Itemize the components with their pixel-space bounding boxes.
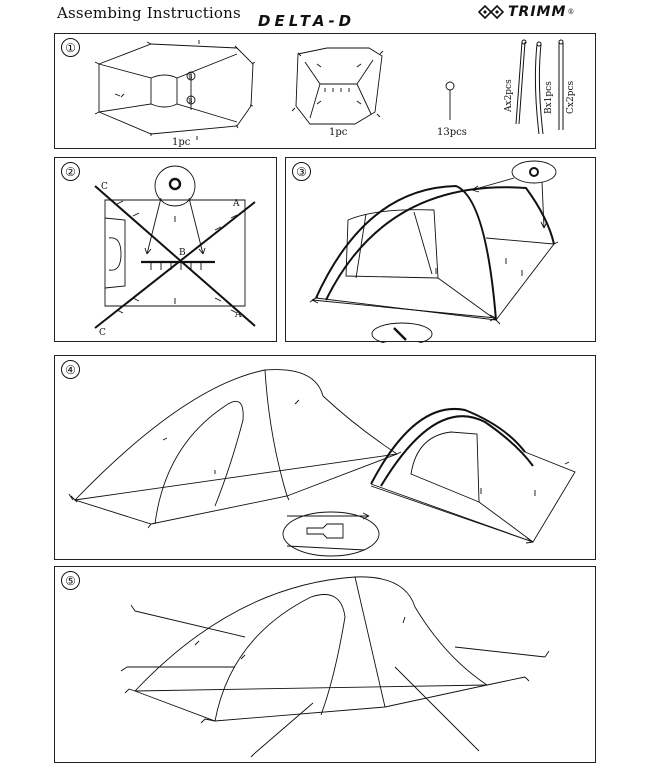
parts-illustration: [55, 34, 597, 150]
flysheet-attach-illustration: [55, 356, 597, 561]
pole-label-c-bottom: C: [99, 328, 106, 338]
flysheet-drawing: [292, 48, 383, 124]
pole-layout-illustration: [55, 158, 278, 343]
page-title: Assembing Instructions: [57, 4, 241, 22]
pole-a-label: Ax2pcs: [504, 79, 514, 112]
inner-tent-qty: 1pc: [172, 137, 191, 148]
poles-drawing: [516, 40, 563, 134]
pegs-qty: 13pcs: [437, 127, 467, 138]
step-number: ④: [61, 360, 80, 379]
step-1-panel: [54, 33, 596, 149]
inner-tent-raising-illustration: [286, 158, 597, 343]
step-number: ②: [61, 162, 80, 181]
brand-name: TRIMM: [508, 4, 567, 20]
svg-text:B: B: [188, 74, 193, 81]
step-number: ①: [61, 38, 80, 57]
pole-c-label: Cx2pcs: [566, 80, 576, 114]
trimm-logo-icon: [478, 4, 504, 20]
registered-mark: ®: [567, 8, 575, 16]
peg-drawing: [446, 82, 454, 120]
pole-label-a-bottom: A: [235, 310, 242, 320]
pole-label-a-top: A: [233, 199, 240, 209]
step-5-panel: [54, 566, 596, 763]
brand-logo: [478, 4, 574, 20]
pole-label-c-top: C: [101, 182, 108, 192]
step-3-panel: [285, 157, 596, 342]
pole-b-label: Bx1pcs: [544, 81, 554, 114]
model-name: DELTA-D: [258, 12, 356, 30]
pole-label-b: B: [179, 248, 186, 258]
staking-out-illustration: [55, 567, 597, 764]
svg-text:B: B: [188, 98, 193, 105]
flysheet-qty: 1pc: [329, 127, 348, 138]
step-2-panel: [54, 157, 277, 342]
step-number: ⑤: [61, 571, 80, 590]
inner-tent-drawing: [95, 40, 255, 140]
step-4-panel: [54, 355, 596, 560]
step-number: ③: [292, 162, 311, 181]
